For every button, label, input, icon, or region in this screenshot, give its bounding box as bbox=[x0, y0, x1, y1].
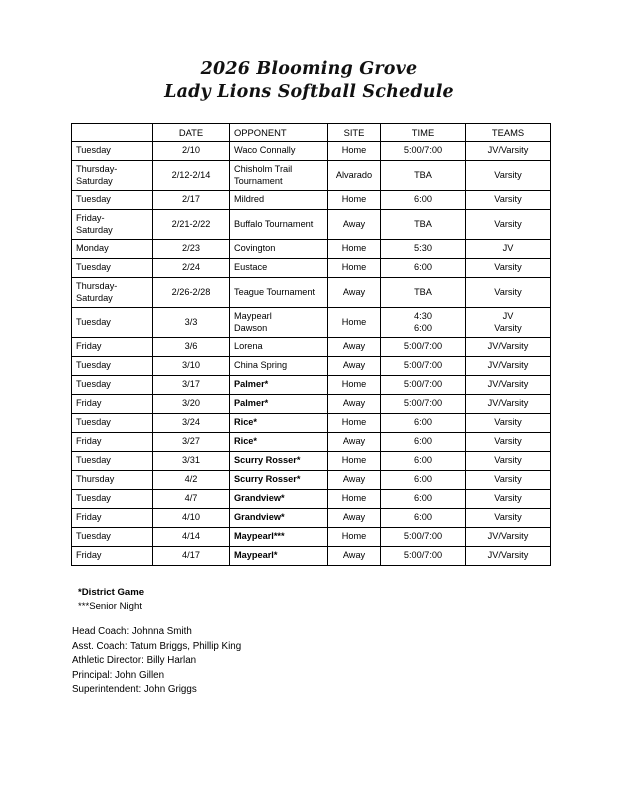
cell-opponent: Eustace bbox=[230, 259, 328, 278]
cell-opponent: Palmer* bbox=[230, 395, 328, 414]
table-row bbox=[72, 210, 551, 240]
table-row bbox=[72, 490, 551, 509]
cell-opponent-line: Maypearl bbox=[234, 311, 272, 322]
cell-time: 5:00/7:00 bbox=[381, 357, 466, 376]
cell-date: 2/17 bbox=[153, 191, 230, 210]
cell-time: TBA bbox=[381, 161, 466, 191]
cell-day: Friday bbox=[72, 338, 153, 357]
note-district-game: *District Game bbox=[78, 587, 145, 598]
cell-opponent: Rice* bbox=[230, 433, 328, 452]
cell-site: Home bbox=[328, 490, 381, 509]
cell-day: Thursday bbox=[72, 471, 153, 490]
table-row bbox=[72, 357, 551, 376]
cell-teams: Varsity bbox=[466, 433, 551, 452]
cell-site: Away bbox=[328, 509, 381, 528]
cell-day: Tuesday bbox=[72, 191, 153, 210]
cell-teams: Varsity bbox=[466, 414, 551, 433]
cell-teams: Varsity bbox=[466, 490, 551, 509]
schedule-table-container bbox=[71, 123, 550, 566]
cell-opponent: Scurry Rosser* bbox=[230, 471, 328, 490]
cell-time: 6:00 bbox=[381, 509, 466, 528]
cell-day-line: Thursday- bbox=[76, 281, 118, 292]
cell-date: 3/20 bbox=[153, 395, 230, 414]
cell-time: 6:00 bbox=[381, 490, 466, 509]
cell-day-line: Thursday- bbox=[76, 164, 118, 175]
cell-date: 4/10 bbox=[153, 509, 230, 528]
staff-superintendent: Superintendent: John Griggs bbox=[72, 684, 197, 696]
table-row bbox=[72, 433, 551, 452]
cell-day: Tuesday bbox=[72, 452, 153, 471]
header-time: TIME bbox=[381, 124, 466, 142]
cell-day: Monday bbox=[72, 240, 153, 259]
table-row bbox=[72, 376, 551, 395]
cell-date: 4/7 bbox=[153, 490, 230, 509]
cell-date: 3/17 bbox=[153, 376, 230, 395]
cell-date: 2/26-2/28 bbox=[153, 278, 230, 308]
cell-teams: JV/Varsity bbox=[466, 357, 551, 376]
table-row bbox=[72, 452, 551, 471]
cell-teams: Varsity bbox=[466, 509, 551, 528]
cell-site: Away bbox=[328, 357, 381, 376]
cell-time: 6:00 bbox=[381, 414, 466, 433]
cell-opponent-line: Dawson bbox=[234, 322, 268, 333]
cell-teams: JV/Varsity bbox=[466, 528, 551, 547]
table-body bbox=[72, 142, 551, 566]
cell-time: 6:00 bbox=[381, 471, 466, 490]
cell-opponent: Teague Tournament bbox=[230, 278, 328, 308]
cell-teams: JV/Varsity bbox=[466, 338, 551, 357]
cell-teams: Varsity bbox=[466, 210, 551, 240]
cell-opponent: Maypearl*** bbox=[230, 528, 328, 547]
table-row bbox=[72, 259, 551, 278]
table-row bbox=[72, 278, 551, 308]
cell-date: 2/23 bbox=[153, 240, 230, 259]
cell-opponent bbox=[230, 308, 328, 338]
header-day bbox=[72, 124, 153, 142]
cell-date: 2/10 bbox=[153, 142, 230, 161]
cell-teams: JV/Varsity bbox=[466, 395, 551, 414]
cell-teams-line: JV bbox=[502, 311, 514, 322]
cell-site: Home bbox=[328, 142, 381, 161]
cell-day-line: Saturday bbox=[76, 224, 113, 235]
cell-site: Away bbox=[328, 278, 381, 308]
table-row bbox=[72, 528, 551, 547]
schedule-table bbox=[71, 123, 551, 566]
cell-site: Away bbox=[328, 338, 381, 357]
note-senior-night: ***Senior Night bbox=[78, 600, 142, 612]
table-row bbox=[72, 240, 551, 259]
cell-teams: Varsity bbox=[466, 278, 551, 308]
cell-day: Friday bbox=[72, 547, 153, 566]
cell-time: 5:00/7:00 bbox=[381, 376, 466, 395]
cell-teams: Varsity bbox=[466, 161, 551, 191]
header-teams: TEAMS bbox=[466, 124, 551, 142]
title-line-team: Lady Lions Softball Schedule bbox=[164, 82, 454, 102]
cell-day-line: Saturday bbox=[76, 292, 113, 303]
table-row bbox=[72, 471, 551, 490]
cell-teams: JV bbox=[466, 240, 551, 259]
cell-teams: Varsity bbox=[466, 191, 551, 210]
cell-date: 2/12-2/14 bbox=[153, 161, 230, 191]
cell-teams: Varsity bbox=[466, 452, 551, 471]
table-row bbox=[72, 509, 551, 528]
cell-site: Home bbox=[328, 528, 381, 547]
table-row bbox=[72, 142, 551, 161]
cell-opponent: Maypearl* bbox=[230, 547, 328, 566]
header-opponent: OPPONENT bbox=[230, 124, 328, 142]
cell-day: Tuesday bbox=[72, 490, 153, 509]
cell-day: Tuesday bbox=[72, 528, 153, 547]
cell-teams bbox=[466, 308, 551, 338]
cell-site: Home bbox=[328, 308, 381, 338]
table-row bbox=[72, 191, 551, 210]
cell-date: 3/6 bbox=[153, 338, 230, 357]
cell-site: Alvarado bbox=[328, 161, 381, 191]
cell-teams-line: Varsity bbox=[494, 322, 522, 333]
cell-teams: JV/Varsity bbox=[466, 376, 551, 395]
cell-date: 3/3 bbox=[153, 308, 230, 338]
cell-date: 3/31 bbox=[153, 452, 230, 471]
cell-day-line: Saturday bbox=[76, 175, 113, 186]
cell-opponent: Mildred bbox=[230, 191, 328, 210]
cell-opponent-line: Tournament bbox=[234, 175, 283, 186]
cell-site: Away bbox=[328, 547, 381, 566]
cell-time: 5:00/7:00 bbox=[381, 338, 466, 357]
cell-date: 4/14 bbox=[153, 528, 230, 547]
staff-list bbox=[72, 625, 241, 698]
cell-opponent-line: Chisholm Trail bbox=[234, 164, 293, 175]
table-row bbox=[72, 161, 551, 191]
cell-site: Away bbox=[328, 471, 381, 490]
document-title bbox=[0, 58, 618, 104]
cell-day: Friday bbox=[72, 509, 153, 528]
cell-opponent: Buffalo Tournament bbox=[230, 210, 328, 240]
cell-time: 6:00 bbox=[381, 259, 466, 278]
cell-site: Home bbox=[328, 191, 381, 210]
header-site: SITE bbox=[328, 124, 381, 142]
cell-time: 5:00/7:00 bbox=[381, 142, 466, 161]
title-line-school: 2026 Blooming Grove bbox=[200, 59, 418, 79]
cell-opponent: Grandview* bbox=[230, 509, 328, 528]
table-row bbox=[72, 414, 551, 433]
cell-time: 5:00/7:00 bbox=[381, 395, 466, 414]
cell-day: Tuesday bbox=[72, 142, 153, 161]
staff-head-coach: Head Coach: Johnna Smith bbox=[72, 626, 192, 637]
staff-principal: Principal: John Gillen bbox=[72, 669, 165, 681]
cell-opponent: Scurry Rosser* bbox=[230, 452, 328, 471]
cell-day: Tuesday bbox=[72, 357, 153, 376]
cell-day bbox=[72, 278, 153, 308]
table-row bbox=[72, 547, 551, 566]
cell-time: 5:00/7:00 bbox=[381, 528, 466, 547]
cell-day: Tuesday bbox=[72, 259, 153, 278]
cell-date: 3/27 bbox=[153, 433, 230, 452]
cell-opponent: Palmer* bbox=[230, 376, 328, 395]
cell-teams: Varsity bbox=[466, 259, 551, 278]
cell-site: Home bbox=[328, 376, 381, 395]
cell-site: Home bbox=[328, 259, 381, 278]
cell-date: 4/2 bbox=[153, 471, 230, 490]
footnotes bbox=[78, 586, 144, 613]
cell-opponent: Lorena bbox=[230, 338, 328, 357]
cell-date: 3/24 bbox=[153, 414, 230, 433]
cell-time-line: 4:30 bbox=[414, 311, 432, 322]
table-row bbox=[72, 308, 551, 338]
table-header bbox=[72, 124, 551, 142]
cell-site: Away bbox=[328, 433, 381, 452]
cell-time: 6:00 bbox=[381, 452, 466, 471]
cell-opponent bbox=[230, 161, 328, 191]
cell-time: 5:00/7:00 bbox=[381, 547, 466, 566]
table-row bbox=[72, 338, 551, 357]
cell-day: Tuesday bbox=[72, 414, 153, 433]
cell-date: 3/10 bbox=[153, 357, 230, 376]
cell-date: 2/21-2/22 bbox=[153, 210, 230, 240]
cell-time: 5:30 bbox=[381, 240, 466, 259]
cell-teams: Varsity bbox=[466, 471, 551, 490]
cell-day: Tuesday bbox=[72, 376, 153, 395]
cell-teams: JV/Varsity bbox=[466, 142, 551, 161]
cell-opponent: China Spring bbox=[230, 357, 328, 376]
cell-date: 2/24 bbox=[153, 259, 230, 278]
staff-athletic-director: Athletic Director: Billy Harlan bbox=[72, 655, 197, 667]
staff-asst-coach: Asst. Coach: Tatum Briggs, Phillip King bbox=[72, 640, 242, 652]
cell-time: TBA bbox=[381, 278, 466, 308]
cell-time bbox=[381, 308, 466, 338]
cell-site: Away bbox=[328, 395, 381, 414]
cell-time: 6:00 bbox=[381, 191, 466, 210]
cell-day: Friday bbox=[72, 395, 153, 414]
cell-day: Friday bbox=[72, 433, 153, 452]
cell-time: TBA bbox=[381, 210, 466, 240]
cell-site: Home bbox=[328, 452, 381, 471]
header-date: DATE bbox=[153, 124, 230, 142]
cell-day-line: Friday- bbox=[76, 213, 105, 224]
cell-site: Home bbox=[328, 240, 381, 259]
cell-teams: JV/Varsity bbox=[466, 547, 551, 566]
cell-opponent: Waco Connally bbox=[230, 142, 328, 161]
cell-day bbox=[72, 161, 153, 191]
cell-opponent: Grandview* bbox=[230, 490, 328, 509]
cell-site: Home bbox=[328, 414, 381, 433]
cell-opponent: Rice* bbox=[230, 414, 328, 433]
cell-day: Tuesday bbox=[72, 308, 153, 338]
cell-time: 6:00 bbox=[381, 433, 466, 452]
cell-opponent: Covington bbox=[230, 240, 328, 259]
cell-date: 4/17 bbox=[153, 547, 230, 566]
cell-site: Away bbox=[328, 210, 381, 240]
table-row bbox=[72, 395, 551, 414]
cell-day bbox=[72, 210, 153, 240]
header-row bbox=[72, 124, 551, 142]
cell-time-line: 6:00 bbox=[414, 322, 432, 333]
